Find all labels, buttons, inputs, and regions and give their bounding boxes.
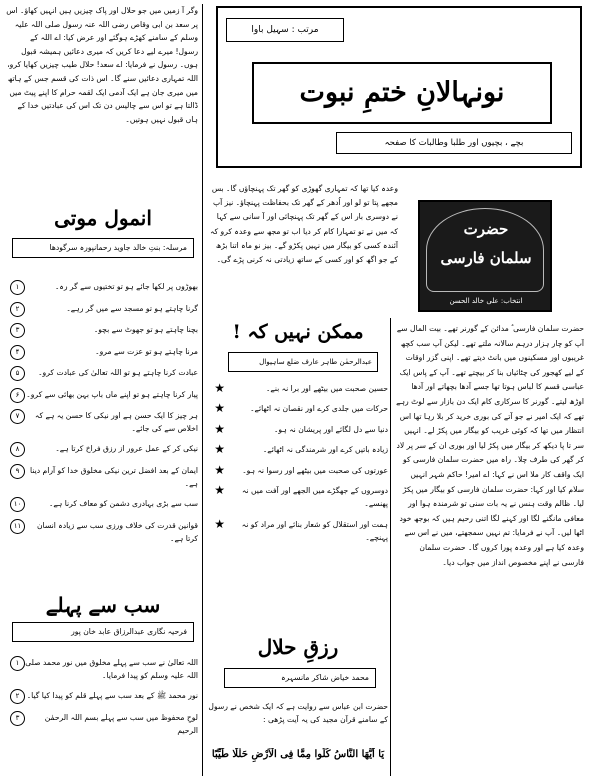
intro-paragraph: وگر آ زمیں میں جو حلال اور پاک چیزیں ہیں انہیں کھاؤ۔ اس پر سعد بن ابی وقاص رضی اللہ عنہ رسول صلی اللہ علیہ وسلم کے سامنے کھڑے ہوگئے اور عرض کیا: اے اللہ کے رسول! میرے لیے دعا کریں کہ میری دعائیں ہمیشہ قبول ہوں۔ رسول نے فرمایا: اے سعد! حلال طیب چیزیں کھایا کرو، اللہ تمہاری دعائیں سنے گا۔ اس ذات کی قسم جس کے ہاتھ میں میری جان ہے ایک آدمی ایک لقمہ حرام کا اپنے پیٹ میں ڈالتا ہے تو اس سے چالیس دن تک اس کی عبادتیں خدا کے ہاں قبول نہیں ہوتیں۔ (6, 6, 198, 124)
list-item (208, 518, 388, 545)
list-item-text: دوسروں کے جھگڑے میں الجھے اور آفت میں نہ پھنسے۔ (241, 486, 388, 509)
list-item-text: ایمان کے بعد افضل ترین نیکی مخلوق خدا کو آرام دینا ہے۔ (30, 465, 198, 489)
list-item (208, 382, 388, 395)
list-item (6, 323, 198, 338)
list-number: ۲ (10, 302, 25, 317)
emblem-line-2: سلمان فارسی (440, 249, 532, 267)
compiled-by-tab (226, 18, 344, 42)
list-number: ۳ (10, 323, 25, 338)
list-item-text: بچنا چاہتے ہو تو جھوٹ سے بچو۔ (93, 325, 198, 334)
list-item-text: دنیا سے دل لگائے اور پریشان نہ ہو۔ (273, 424, 388, 434)
list-number: ۱ (10, 656, 25, 671)
quran-ayah: یَا اَیُّھَا النَّاسُ کُلُوا مِمَّا فِی الْاَرْضِ حَلٰلًا طَیِّبًا (211, 749, 385, 760)
header-banner (216, 6, 582, 168)
title-box (252, 62, 552, 124)
emblem-line-1: حضرت (463, 220, 509, 238)
list-item-text: پیار کرنا چاہتے ہو تو اپنے ماں باپ بہن بھائی سے کرو۔ (26, 389, 198, 399)
list-item (6, 366, 198, 381)
list-number: ۷ (10, 409, 25, 424)
list-item (208, 464, 388, 477)
list-item-text: مرنا چاہتے ہو تو عزت سے مرو۔ (95, 346, 198, 356)
list-item-text: عورتوں کی صحبت میں بیٹھے اور رسوا نہ ہو۔ (242, 465, 388, 475)
anmol-moti-title: انمول موتی (54, 206, 152, 230)
salman-farsi-story: حضرت سلمان فارسی ؓ مدائن کے گورنر تھے۔ بیت المال سے آپ کو چار ہزار درہم سالانہ ملتے تھے۔ لیکن آپ سب کچھ غریبوں اور مسکینوں میں بانٹ دیتے تھے۔ اپنی گزر اوقات کے لیے کھجور کی چٹائیاں بنا کر بیچتے تھے۔ آپ کے پاس ایک عباسی قسم کا لباس ہوتا تھا جسے آدھا بچھاتے اور آدھا اوڑھ لیتے۔ گورنر کا سرکاری کام ایک دن بازار سے لوٹ رہے تھے کہ ایک امیر نے جو آتے کی بوری خرید کر بلا رہا تھا اس انتظار میں تھا کہ کوئی غریب کو بیگار میں پکڑ لے۔ انہیں سر تا پا دیکھ کر بیگار میں پکڑ لیا اور بوری ان کے سر پر لاد کر گھر کی طرف چلا۔ راہ میں حضرت سلمان فارسی کو ایک واقف کار ملا اس نے کہا: اے امیر! حاکم شہر انہیں سلام کیا اور کہا: حضرت سلمان فارسی کو بیگار میں پکڑ لیا۔ ظالم وقت ہنس نے یہ بات سنی تو شرمندہ ہوا اور معافی مانگنے لگا اور کہنے لگا اتنی رحیم ہیں کہ بوجھ خود اٹھا لیں۔ آپ نے فرمایا: تم نہیں سمجھتے، میں نے اس سے وعدہ کیا ہے اور وعدہ پورا کروں گا۔ حضرت سلمان فارسی نے اپنے مخصوص انداز میں جواب دیا۔ (396, 324, 584, 567)
list-item (6, 409, 198, 436)
list-number: ۹ (10, 464, 25, 479)
list-item-text: قوانین قدرت کی خلاف ورزی سب سے زیادہ انسان کرتا ہے۔ (36, 520, 198, 544)
emblem-box (418, 200, 552, 312)
list-number: ۸ (10, 442, 25, 457)
list-item (6, 497, 198, 512)
list-item (208, 402, 388, 415)
column-divider-left (202, 4, 203, 776)
pehle-byline: فرحیہ نگاری عبدالرزاق عابد خان پور (71, 627, 187, 636)
list-item-text: حرکات میں جلدی کرے اور نقصان نہ اٹھائے۔ (250, 404, 388, 414)
list-number: ۶ (10, 388, 25, 403)
list-item-text: حسین صحبت میں بیٹھے اور برا نہ بنے۔ (265, 384, 388, 393)
rizq-byline-box (224, 668, 376, 688)
rizq-byline: محمد خیاض شاکر مانسہرہ (281, 673, 369, 682)
list-number: ۳ (10, 711, 25, 726)
compiled-by: مرتب : سہیل باوا (251, 25, 319, 35)
list-number: ۴ (10, 345, 25, 360)
column-divider-right (390, 318, 391, 776)
list-item (6, 442, 198, 457)
list-number: ۱۱ (10, 519, 25, 534)
star-icon: ★ (214, 421, 225, 436)
list-number: ۱ (10, 280, 25, 295)
subtitle: بچے ، بچیوں اور طلبا وطالبات کا صفحہ (384, 138, 524, 148)
list-item-text: زیادہ باتیں کرے اور شرمندگی نہ اٹھائے۔ (262, 445, 388, 455)
list-number: ۱۰ (10, 497, 25, 512)
list-item-text: گرنا چاہتے ہو تو مسجد سے میں گر رہے۔ (66, 303, 198, 313)
list-item (6, 519, 198, 546)
mumkin-byline-box (228, 352, 378, 372)
star-icon: ★ (214, 516, 225, 531)
list-item (6, 711, 198, 738)
mumkin-byline: عبدالرحمٰن طاہر عارف ضلع ساہیوال (259, 357, 372, 366)
list-number: ۲ (10, 689, 25, 704)
list-item (6, 280, 198, 295)
list-item (208, 423, 388, 436)
list-item-text: عبادت کرنا چاہتے ہو تو اللہ تعالیٰ کی عبادت کرو۔ (38, 368, 198, 377)
list-item-text: نیکی کر کے عمل عرور از رزق فراخ کرتا ہے۔ (55, 444, 198, 454)
pehle-byline-box (12, 622, 194, 642)
pehle-list (6, 656, 198, 776)
story-paragraph: وعدہ کیا تھا کہ تمہاری گھوڑی کو گھر تک پہنچاؤں گا۔ بس مجھے پتا تو لو اور اُدھر کے گھر تک بحفاظت پہنچاؤ۔ نیز آپ نے دوسری بار اس کے گھر تک پہنچائی اور آ سانی سے کہا کہ میں نے تو تمہارا کام کر دیا اب تو مجھ سے وعدہ کرو کہ آئندہ کسی کو بیگار میں نہیں پکڑو گے۔ بیز نو ماہ اتنا بڑھ کے جو اگھ کو اور کسی کے ساتھ زیادتی نہ کرنی پڑے گی۔ (210, 184, 398, 265)
list-item-text: بھوڑوں پر لکھا جائے ہو تو تختیوں سے گر رہ۔ (54, 282, 198, 291)
anmol-byline-box (12, 238, 194, 258)
emblem-footer: انتخاب: علی خالد الحسن (449, 297, 523, 305)
list-number: ۵ (10, 366, 25, 381)
mumkin-title: ممکن نہیں کہ ! (232, 321, 364, 343)
mumkin-list (208, 382, 388, 622)
rizq-title: رزقِ حلال (257, 635, 339, 659)
star-icon: ★ (214, 442, 225, 457)
list-item-text: نور محمد ﷺ کے بعد سب سے پہلے قلم کو پیدا کیا گیا۔ (26, 691, 198, 701)
subtitle-tab (336, 132, 572, 154)
list-item (6, 689, 198, 704)
star-icon: ★ (214, 401, 225, 416)
list-item (6, 656, 198, 683)
star-icon: ★ (214, 462, 225, 477)
star-icon: ★ (214, 483, 225, 498)
star-icon: ★ (214, 382, 225, 395)
list-item-text: سب سے بڑی بہادری دشمن کو معاف کرنا ہے۔ (48, 499, 198, 509)
anmol-byline: مرسلہ: بنتِ خالد جاوید رحمانپورہ سرگودھا (49, 243, 187, 252)
list-item (208, 484, 388, 511)
list-item-text: ہمت اور استقلال کو شعار بنائے اور مراد کو نہ پہنچے۔ (241, 519, 388, 543)
list-item-text: ہر چیز کا ایک حسن ہے اور نیکی کا حسن یہ ہے کہ اخلاص سے کی جائے۔ (35, 411, 198, 434)
list-item (208, 443, 388, 456)
list-item (6, 464, 198, 491)
list-item (6, 302, 198, 317)
list-item (6, 388, 198, 403)
list-item-text: لوحِ محفوظ میں سب سے پہلے بسم اللہ الرحمٰن الرحیم (44, 712, 198, 736)
list-item (6, 345, 198, 360)
list-item-text: اللہ تعالیٰ نے سب سے پہلے مخلوق میں نور محمد صلی اللہ علیہ وسلم کو پیدا فرمایا۔ (25, 658, 198, 681)
rizq-paragraph: حضرت ابن عباس سے روایت ہے کہ ایک شخص نے رسول کے سامنے قرآن مجید کی یہ آیت پڑھی : (208, 702, 388, 725)
main-title: نونہالانِ ختمِ نبوت (299, 77, 505, 108)
sab-se-pehle-title: سب سے پہلے (45, 593, 161, 617)
anmol-list (6, 280, 198, 555)
